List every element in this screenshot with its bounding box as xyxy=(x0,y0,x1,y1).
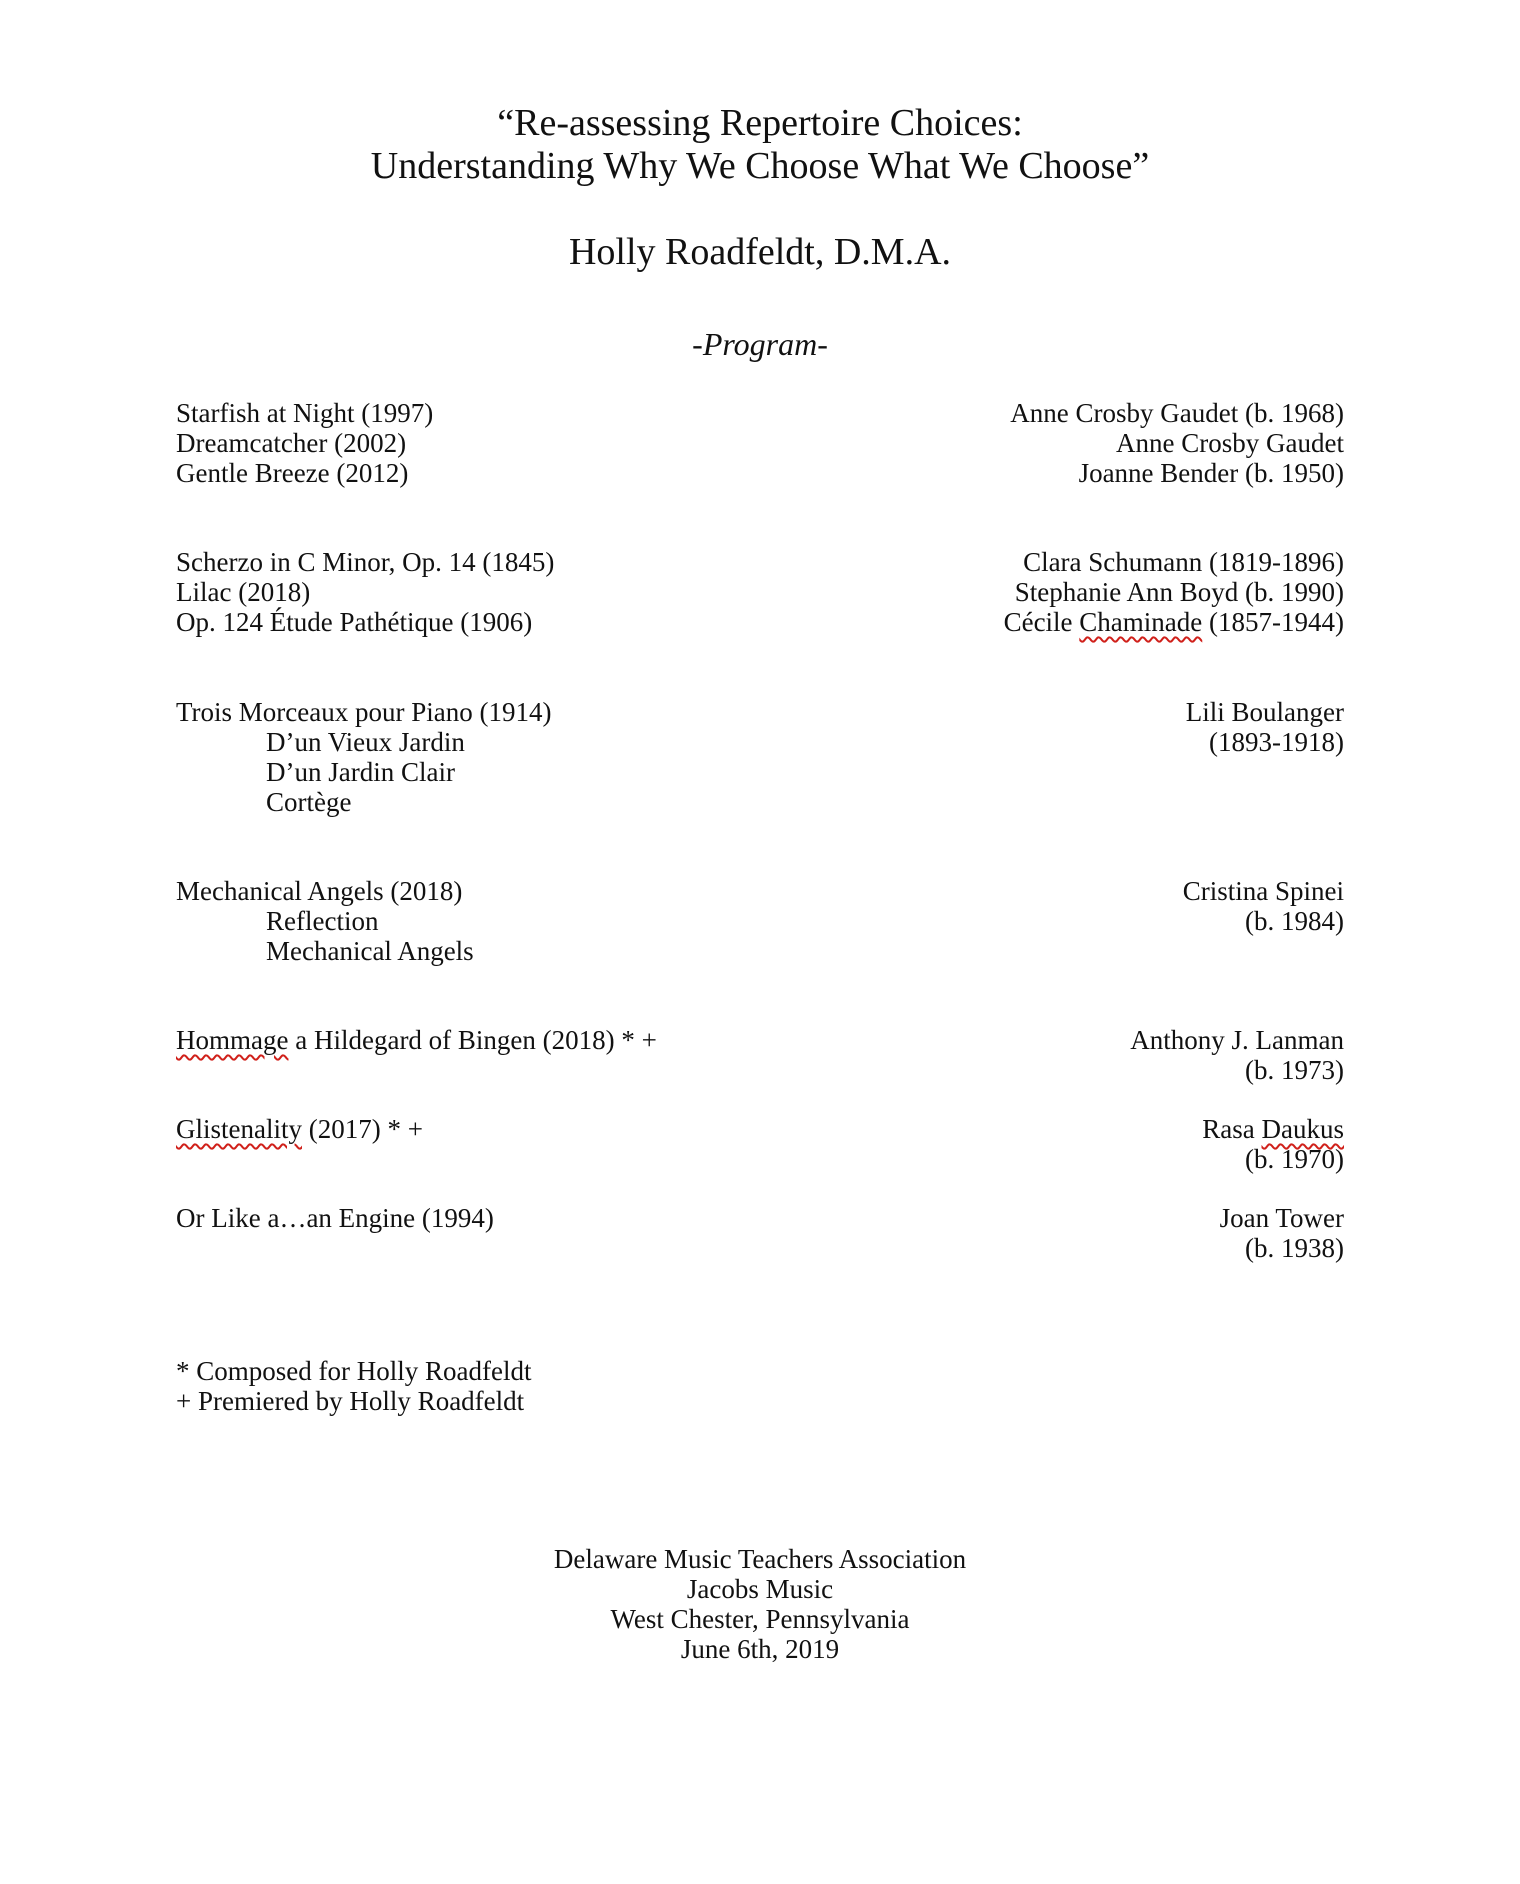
footnotes xyxy=(176,1356,531,1416)
movement-title: Mechanical Angels xyxy=(266,936,474,966)
piece-titles xyxy=(176,876,474,966)
composer-line: (b. 1970) xyxy=(1245,1144,1344,1174)
footnote-composed-for: * Composed for Holly Roadfeldt xyxy=(176,1356,532,1386)
composer-line: Clara Schumann (1819-1896) xyxy=(1023,547,1344,577)
composer-info xyxy=(1220,1203,1344,1263)
composer-info xyxy=(1202,1114,1344,1174)
movement-title: Reflection xyxy=(266,906,379,936)
composer-line: Cécile Chaminade (1857-1944) xyxy=(1003,607,1344,637)
piece-titles xyxy=(176,697,551,817)
composer-line: Joan Tower xyxy=(1219,1203,1344,1233)
piece-title: Gentle Breeze (2012) xyxy=(176,458,409,488)
piece-titles xyxy=(176,547,554,637)
composer-line: (1893-1918) xyxy=(1209,727,1344,757)
title-line-2: Understanding Why We Choose What We Choose” xyxy=(370,145,1150,187)
composer-line: Cristina Spinei xyxy=(1182,876,1344,906)
spellcheck-flagged-word: Daukus xyxy=(1261,1114,1344,1144)
author-name: Holly Roadfeldt, D.M.A. xyxy=(568,231,952,273)
piece-title: Lilac (2018) xyxy=(176,577,311,607)
piece-title: Hommage a Hildegard of Bingen (2018) * + xyxy=(176,1025,657,1055)
composer-info xyxy=(1004,547,1344,637)
composer-line: (b. 1984) xyxy=(1245,906,1344,936)
composer-line: Anne Crosby Gaudet (b. 1968) xyxy=(1010,398,1344,428)
composer-info xyxy=(1010,398,1344,488)
piece-title: Or Like a…an Engine (1994) xyxy=(176,1203,494,1233)
composer-line: Joanne Bender (b. 1950) xyxy=(1078,458,1344,488)
composer-line: Anne Crosby Gaudet xyxy=(1116,428,1344,458)
movement-title: D’un Vieux Jardin xyxy=(266,727,465,757)
composer-line: Rasa Daukus xyxy=(1202,1114,1344,1144)
spellcheck-flagged-word: Glistenality xyxy=(176,1114,302,1144)
piece-titles xyxy=(176,1025,657,1055)
venue-location: Jacobs Music xyxy=(686,1574,834,1604)
title-line-1: “Re-assessing Repertoire Choices: xyxy=(497,102,1023,144)
piece-title: Glistenality (2017) * + xyxy=(176,1114,423,1144)
footnote-premiered-by: + Premiered by Holly Roadfeldt xyxy=(176,1386,525,1416)
venue-city: West Chester, Pennsylvania xyxy=(610,1604,910,1634)
piece-titles xyxy=(176,398,433,488)
composer-info xyxy=(1130,1025,1344,1085)
venue-info xyxy=(0,1544,1520,1664)
piece-title: Trois Morceaux pour Piano (1914) xyxy=(176,697,552,727)
piece-title: Dreamcatcher (2002) xyxy=(176,428,407,458)
piece-title: Scherzo in C Minor, Op. 14 (1845) xyxy=(176,547,555,577)
venue-date: June 6th, 2019 xyxy=(680,1634,840,1664)
piece-titles xyxy=(176,1203,494,1233)
venue-organization: Delaware Music Teachers Association xyxy=(553,1544,967,1574)
program-heading: -Program- xyxy=(692,326,828,362)
composer-line: (b. 1973) xyxy=(1245,1055,1344,1085)
piece-title: Op. 124 Étude Pathétique (1906) xyxy=(176,607,533,637)
movement-title: Cortège xyxy=(266,787,352,817)
composer-line: Lili Boulanger xyxy=(1185,697,1344,727)
spellcheck-flagged-word: Chaminade xyxy=(1079,607,1203,637)
piece-title: Mechanical Angels (2018) xyxy=(176,876,463,906)
composer-line: Anthony J. Lanman xyxy=(1130,1025,1344,1055)
composer-info xyxy=(1186,697,1344,757)
document-title xyxy=(0,102,1520,188)
piece-title: Starfish at Night (1997) xyxy=(176,398,434,428)
composer-line: Stephanie Ann Boyd (b. 1990) xyxy=(1014,577,1344,607)
piece-titles xyxy=(176,1114,423,1144)
composer-line: (b. 1938) xyxy=(1245,1233,1344,1263)
composer-info xyxy=(1183,876,1344,936)
spellcheck-flagged-word: Hommage xyxy=(176,1025,289,1055)
movement-title: D’un Jardin Clair xyxy=(266,757,455,787)
